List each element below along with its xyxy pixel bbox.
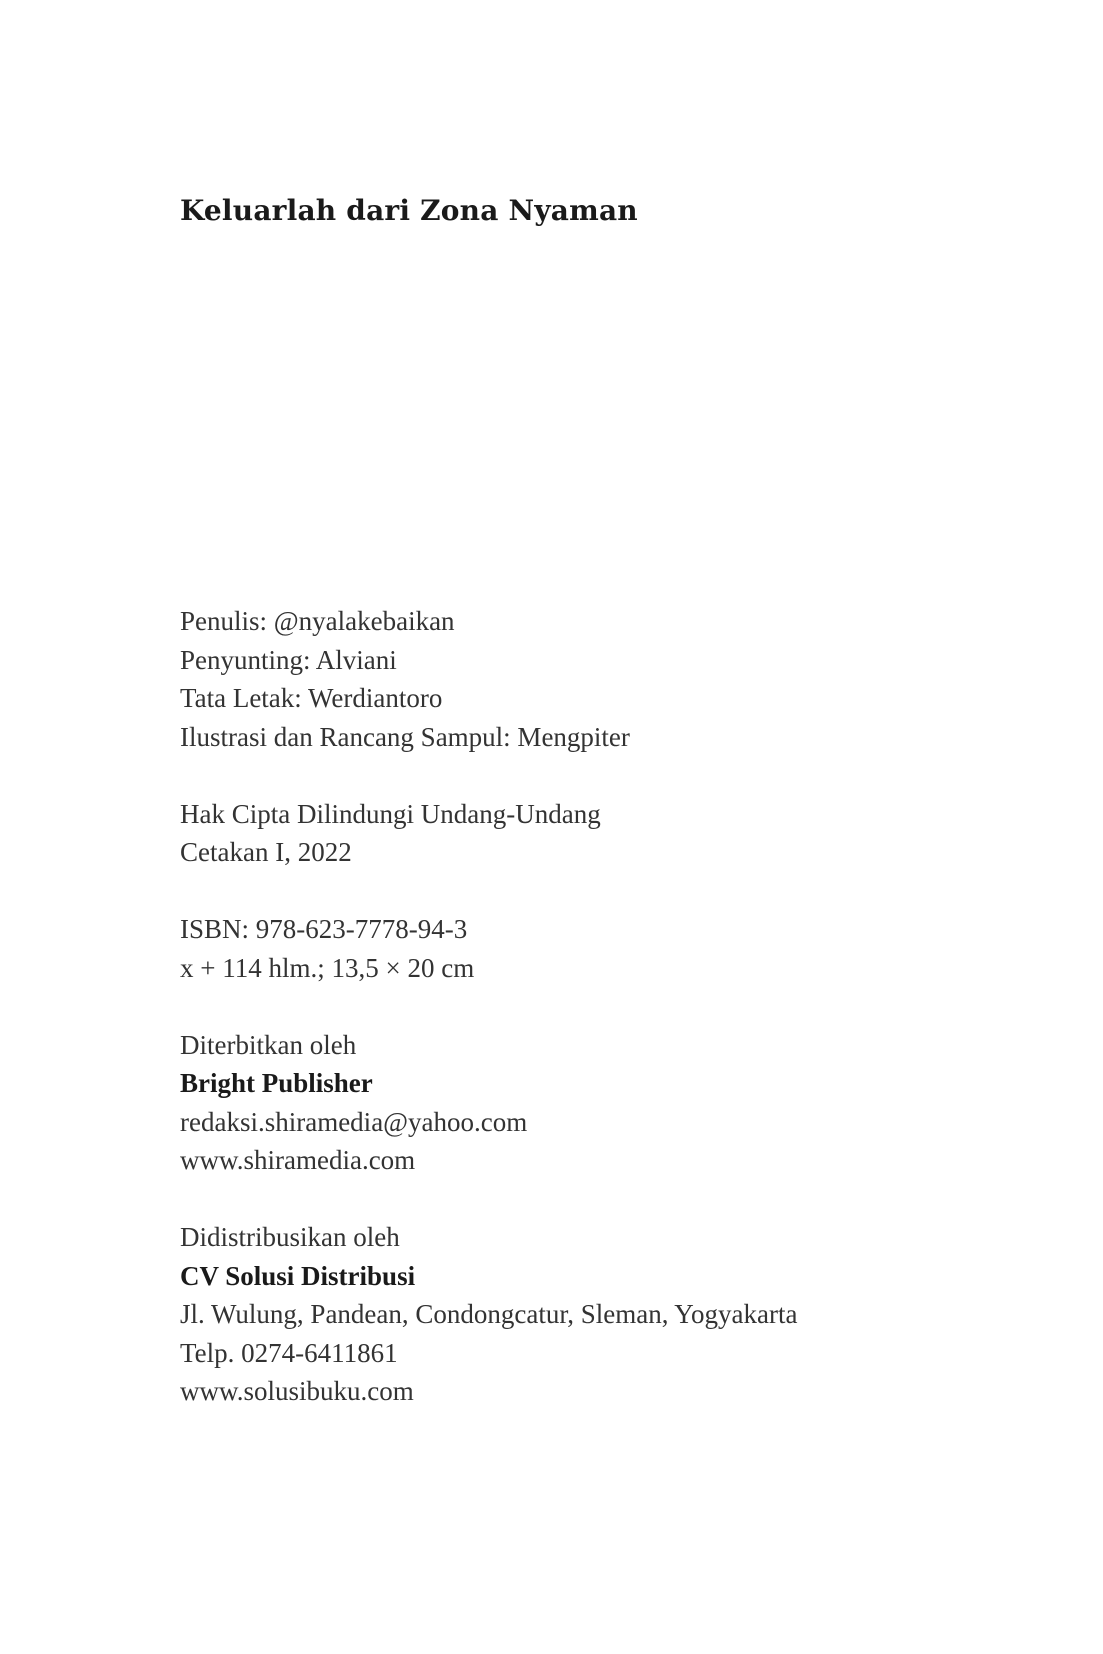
publisher-email: redaksi.shiramedia@yahoo.com [180,1106,528,1137]
catalog-block [180,910,1060,987]
publisher-label: Diterbitkan oleh [180,1029,357,1060]
book-title: Keluarlah dari Zona Nyaman [180,194,638,227]
imprint-details [180,602,1060,1411]
edition-line: Cetakan I, 2022 [180,837,352,867]
distributor-block [180,1218,1060,1411]
publisher-name: Bright Publisher [180,1068,373,1098]
distributor-phone: Telp. 0274-6411861 [180,1337,398,1368]
author-line: Penulis: @nyalakebaikan [180,606,455,636]
distributor-label: Didistribusikan oleh [180,1222,400,1252]
pages-size-line: x + 114 hlm.; 13,5 × 20 cm [180,952,475,983]
publisher-website: www.shiramedia.com [180,1145,416,1175]
credits-block [180,602,1060,756]
distributor-name: CV Solusi Distribusi [180,1260,416,1291]
rights-block [180,795,1060,872]
isbn-line: ISBN: 978-623-7778-94-3 [180,914,468,944]
illustration-line: Ilustrasi dan Rancang Sampul: Mengpiter [180,721,630,752]
layout-line: Tata Letak: Werdiantoro [180,683,443,713]
publisher-block [180,1026,1060,1180]
editor-line: Penyunting: Alviani [180,644,397,675]
distributor-website: www.solusibuku.com [180,1376,414,1406]
copyright-line: Hak Cipta Dilindungi Undang-Undang [180,798,601,829]
distributor-address: Jl. Wulung, Pandean, Condongcatur, Sleman, Yogyakarta [180,1299,798,1329]
